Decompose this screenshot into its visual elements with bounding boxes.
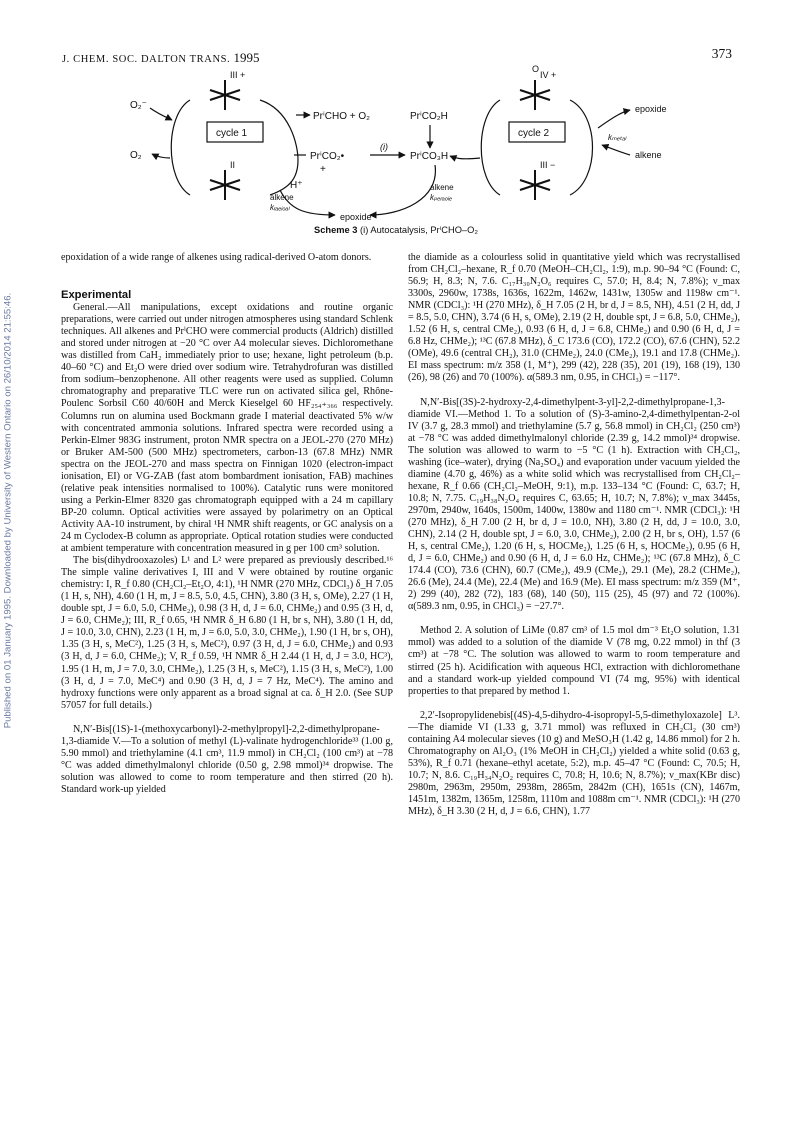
label-step-i: (i): [380, 142, 388, 152]
diamide-vi-method2-paragraph: Method 2. A solution of LiMe (0.87 cm³ of 1.5 mol dm⁻³ Et₂O solution, 1.31 mmol) was added to a solution of the diamide V (78 mg, 0.22 mmol) in thf (3 cm³) at −78 °C. The solution was allowed to warm to room temperature and stirred (25 h). Acidification with aqueous HCl, extraction with dichloromethane and a standard work-up yielded compound VI (74 mg, 95%) with identical properties to that prepared by method 1.: [408, 625, 740, 697]
label-m3-minus: III −: [540, 160, 556, 170]
label-o-atom: O: [532, 64, 540, 74]
scheme-caption-text: (i) Autocatalysis, PrⁱCHO–O₂: [357, 225, 478, 235]
reaction-scheme: [130, 64, 690, 230]
general-methods-paragraph: General.—All manipulations, except oxidations and routine organic preparations, were carried out under nitrogen atmospheres using standard Schlenk techniques. All alkenes and PrⁱCHO were commercial products (Aldrich) distilled and stored under nitrogen at −20 °C over A4 molecular sieves. Dichloromethane was distilled from CaH₂ immediately prior to use; hexane, light petroleum (b.p. 40–60 °C) and Et₂O were dried over sodium wire. Tetrahydrofuran was distilled from sodium–benzophenone. All other reagents were used as supplied. Column chromatography and preparative TLC were run on activated silica gel, Rhône-Poulenc Sorbsil C60 40/60H and Merck Kieselgel 60 HF₂₅₄₊₃₆₆ respectively. Columns run on alumina used Bockmann grade I material deactivated 5% w/w with concentrated ammonia solutions. Infrared spectra were recorded using a Perkin-Elmer 983G instrument, proton NMR spectra on a JEOL-270 (270 MHz) or Bruker AM-500 (500 MHz) spectrometers, carbon-13 (67.8 MHz) NMR spectra on the JEOL-270 and mass spectra on Finnigan 1020 (electron-impact ionisation, EI) or VG-ZAB (fast atom bombardment ionisation, FAB) machines (relative peak intensities normalised to 100%). Catalytic runs were monitored using a Perkin-Elmer 8320 gas chromatograph equipped with a 24 m capillary BP-20 column. Optical activities were assayed by polarimetry on an Optical Activity AA-10 instrument, by chiral ¹H NMR shift reagents, or GC analysis on a 24 m Cyclodex-B column as appropriate. Optical rotation studies were conducted at ambient temperature with concentration measured in g per 100 cm³ solution.: [61, 302, 393, 555]
metal-center-bottom-left: [210, 170, 240, 200]
label-m4-plus: IV +: [540, 70, 557, 80]
valine-derivatives-paragraph: The bis(dihydrooxazoles) L¹ and L² were prepared as previously described.¹⁶ The simple valine derivatives I, III and V were obtained by routine organic chemistry: I, R_f 0.80 (CH₂Cl₂–Et₂O, 4:1), ¹H NMR (270 MHz, CDCl₃) δ_H 7.05 (1 H, s, NH), 4.60 (1 H, m, J = 8.5, 5.0, 4.5, CHN), 3.80 (3 H, s, OMe), 2.27 (1 H, double spt, J = 6.0, 5.0, CHMe₂), 0.98 (3 H, d, J = 6.0, CHMe₂) and 0.95 (3 H, d, J = 6.0, CHMe₂); III, R_f 0.65, ¹H NMR δ_H 6.80 (1 H, br s, NH), 3.80 (1 H, dd, J = 10.0, 3.0, CHN), 2.23 (1 H, m, J = 6.0, 5.0, 3.0, CHMe₂), 1.90 (1 H, br s, OH), 1.35 (3 H, s, MeC²), 1.25 (3 H, s, MeC²), 0.97 (3 H, d, J = 6.0, CHMe₂) and 0.93 (3 H, d, J = 6.0, CHMe₂); V, R_f 0.59, ¹H NMR δ_H 2.44 (1 H, d, J = 3.0, HC³), 1.95 (1 H, m, J = 7.0, 3.0, CHMe₂), 1.25 (3 H, s, MeC²), 1.15 (3 H, s, MeC²), 1.00 (3 H, d, J = 7.0, MeC⁴) and 0.90 (3 H, d, J = 7 Hz, MeC⁴). The amino and hydroxy functions were only apparent as a broad signal at ca. δ_H 2.0. (See SUP 57057 for full details.): [61, 555, 394, 711]
label-o2: O₂: [130, 150, 142, 161]
diamide-vi-method1-paragraph: N,N′-Bis[(3S)-2-hydroxy-2,4-dimethylpent-3-yl]-2,2-dimethylpropane-1,3-diamide VI.—Method 1. To a solution of (S)-3-amino-2,4-dimethylpentan-2-ol IV (3.7 g, 28.3 mmol) and triethylamine (5.7 g, 56.8 mmol) in CH₂Cl₂ (250 cm³) at −78 °C was added dimethylmalonyl chloride (2.39 g, 14.2 mmol)³⁴ dropwise. The solution was allowed to warm to −5 °C (1 h). Extraction with CH₂Cl₂, washing (ice–water), drying (Na₂SO₄) and evaporation under vacuum yielded the diamine (4.70 g, 46%) as a white solid which was recrystallised from CH₂Cl₂–hexane, R_f 0.66 (CH₂Cl₂–MeOH, 9:1), m.p. 133–134 °C (Found: C, 63.7; H, 10.8; N, 7.75. C₁₉H₃₈N₂O₄ requires C, 63.65; H, 10.7; N, 7.8%); ν_max 3445s, 2970m, 2940w, 1640s, 1500m, 1400w, 1380w and 1180 cm⁻¹. NMR (CDCl₃): ¹H (270 MHz), δ_H 7.00 (2 H, br d, J = 10.0, NH), 3.80 (2 H, dd, J = 10.0, 3.0, CHN), 2.14 (2 H, double spt, J = 6.0, 3.0, CHMe₂), 2.00 (2 H, br s, OH), 1.57 (6 H, s, central CMe₂), 1.20 (6 H, s, HOCMe₂), 1.25 (6 H, s, HOCMe₂), 0.95 (6 H, d, J = 6.0, CHMe₂) and 0.90 (6 H, d, J = 6.0 Hz, CHMe₂); ¹³C (67.8 MHz), δ_C 174.4 (CO), 73.6 (CHN), 60.7 (CMe₂), 49.9 (CMe₂), 29.1 (Me), 28.2 (CHMe₂), 26.6 (Me), 24.4 (Me), 22.4 (Me) and 16.9 (Me). EI mass spectrum: m/z 359 (M⁺, 2) 299 (40), 282 (72), 183 (68), 140 (50), 115 (25), 45 (97) and 72 (100%). α(589.3 nm, 0.95, in CHCl₃) = −27.7°.: [408, 396, 740, 613]
cycle2-left-arc: [481, 100, 500, 195]
diamide-v-continuation-paragraph: the diamide as a colourless solid in quantitative yield which was recrystallised from CH₂Cl₂–hexane, R_f 0.70 (MeOH–CH₂Cl₂, 1:9), m.p. 90–94 °C (Found: C, 56.9; H, 8.3; N, 7.6. C₁₇H₃₀N₂O₆ requires C, 57.0; H, 8.4; N, 7.8%); ν_max 3300s, 2960w, 1738s, 1636s, 1622m, 1462w, 1431w, 1305w and 1198w cm⁻¹. NMR (CDCl₃): ¹H (270 MHz), δ_H 7.05 (2 H, br d, J = 8.5, NH), 4.51 (2 H, dd, J = 8.5, 5.0, CHN), 3.74 (6 H, s, OMe), 2.19 (2 H, double spt, J = 6.8, 5.0, CHMe₂), 1.52 (6 H, s, central CMe₂), 0.93 (6 H, d, J = 6.8, CHMe₂) and 0.90 (6 H, d, J = 6.8 Hz, CHMe₂); ¹³C (67.8 MHz), δ_C 173.6 (CO), 172.2 (CO), 67.6 (CHN), 52.2 (OMe), 49.6 (central CH₂), 31.0 (CHMe₂), 24.0 (CMe₂), 19.1 and 17.8 (CHMe₂). EI mass spectrum: m/z 358 (1, M⁺), 299 (42), 228 (35), 201 (19), 168 (19), 130 (26), 98 (26) and 70 (100%). α(589.3 nm, 0.95, in CHCl₃) = −117°.: [408, 252, 740, 384]
label-h-plus: H⁺: [290, 180, 303, 191]
journal-year: 1995: [233, 50, 260, 65]
page-number: 373: [711, 46, 732, 61]
label-plus: +: [320, 164, 326, 175]
peracid-epoxide-arrow: [370, 165, 435, 215]
metal-center-top-left: [210, 80, 240, 110]
label-m3-plus: III +: [230, 70, 246, 80]
label-cycle1: cycle 1: [216, 128, 248, 139]
left-column: [61, 252, 393, 796]
label-epoxide-right: epoxide: [635, 104, 667, 114]
label-k-peracid: kₚₑᵣₐₒᵢₑ: [430, 193, 453, 202]
right-column: [408, 252, 740, 818]
cycle2-epoxide-arrow: [598, 110, 630, 128]
scheme-caption: [0, 225, 792, 236]
intro-continuation-paragraph: epoxidation of a wide range of alkenes using radical-derived O-atom donors.: [61, 252, 372, 263]
diamide-v-paragraph: N,N′-Bis[(1S)-1-(methoxycarbonyl)-2-methylpropyl]-2,2-dimethylpropane-1,3-diamide V.—To a solution of methyl (L)-valinate hydrogenchloride³³ (1.00 g, 5.90 mmol) and triethylamine (4.1 cm³, 11.9 mmol) in CH₂Cl₂ (100 cm³) at −78 °C was added dimethylmalonyl chloride (0.50 g, 2.98 mmol)³⁴ dropwise. The solution was allowed to come to room temperature and then stirred (20 h). Standard work-up yielded: [61, 723, 393, 795]
o2-arrow: [152, 154, 170, 158]
watermark-text: Published on 01 January 1995. Downloaded by University of Western Ontario on 26/10/2014 21:55:46.: [2, 292, 13, 728]
cycle1-left-arc: [171, 100, 190, 195]
label-cycle2: cycle 2: [518, 128, 550, 139]
label-prco2h: PrⁱCO₂H: [410, 111, 448, 122]
download-watermark: [1, 250, 14, 770]
label-pricho-o2: PrⁱCHO + O₂: [313, 111, 371, 122]
metal-center-top-right: [520, 80, 550, 110]
cycle2-feed-arrow: [450, 156, 480, 159]
label-prco2-radical: PrⁱCO₂•: [310, 151, 345, 162]
scheme-caption-label: Scheme 3: [314, 225, 358, 235]
label-epoxide-bottom: epoxide: [340, 212, 372, 222]
cycle2-right-arc: [570, 100, 593, 195]
journal-running-head: [62, 50, 260, 66]
label-k-metal: kₘₑₜₐₗ: [608, 133, 627, 142]
o2-minus-arrow: [150, 108, 172, 120]
label-alkene-right: alkene: [635, 150, 662, 160]
label-o2-minus: O₂⁻: [130, 100, 147, 111]
label-prco3h: PrⁱCO₃H: [410, 151, 449, 162]
ligand-l3-paragraph: 2,2′-Isopropylidenebis[(4S)-4,5-dihydro-4-isopropyl-5,5-dimethyloxazole] L³.—The diamide VI (1.33 g, 3.71 mmol) was refluxed in CH₂Cl₂ (30 cm³) containing A4 molecular sieves (10 g) and MeSO₃H (1.42 g, 14.86 mmol) for 2 h. Chromatography on Al₂O₃ (1% MeOH in CH₂Cl₂) yielded a white solid (0.63 g, 53%), R_f 0.71 (hexane–ethyl acetate, 5:2), m.p. 45–47 °C (Found: C, 70.5; H, 10.7; N, 8.6. C₁₉H₃₄N₂O₂ requires C, 70.8; H, 10.6; N, 8.7%); ν_max(KBr disc) 2980m, 2963m, 2950m, 2938m, 2865m, 2842m (CH), 1651s (CN), 1467m, 1451m, 1382m, 1365m, 1258m, 1110m and 1088m cm⁻¹. NMR (CDCl₃): ¹H (270 MHz), δ_H 3.30 (2 H, d, J = 6.6, CHN), 1.77: [408, 709, 740, 818]
metal-center-bottom-right: [520, 170, 550, 200]
journal-name: J. CHEM. SOC. DALTON TRANS.: [62, 54, 231, 65]
label-k-radical: kᵣₐₑᵢₒₐₗ: [270, 203, 290, 212]
label-m2: II: [230, 160, 236, 170]
label-alkene-peracid: alkene: [430, 183, 454, 192]
label-alkene-radical: alkene: [270, 193, 294, 202]
scheme-diagram: [130, 64, 690, 230]
cycle2-alkene-arrow: [602, 145, 630, 155]
section-heading-experimental: Experimental: [61, 289, 132, 302]
